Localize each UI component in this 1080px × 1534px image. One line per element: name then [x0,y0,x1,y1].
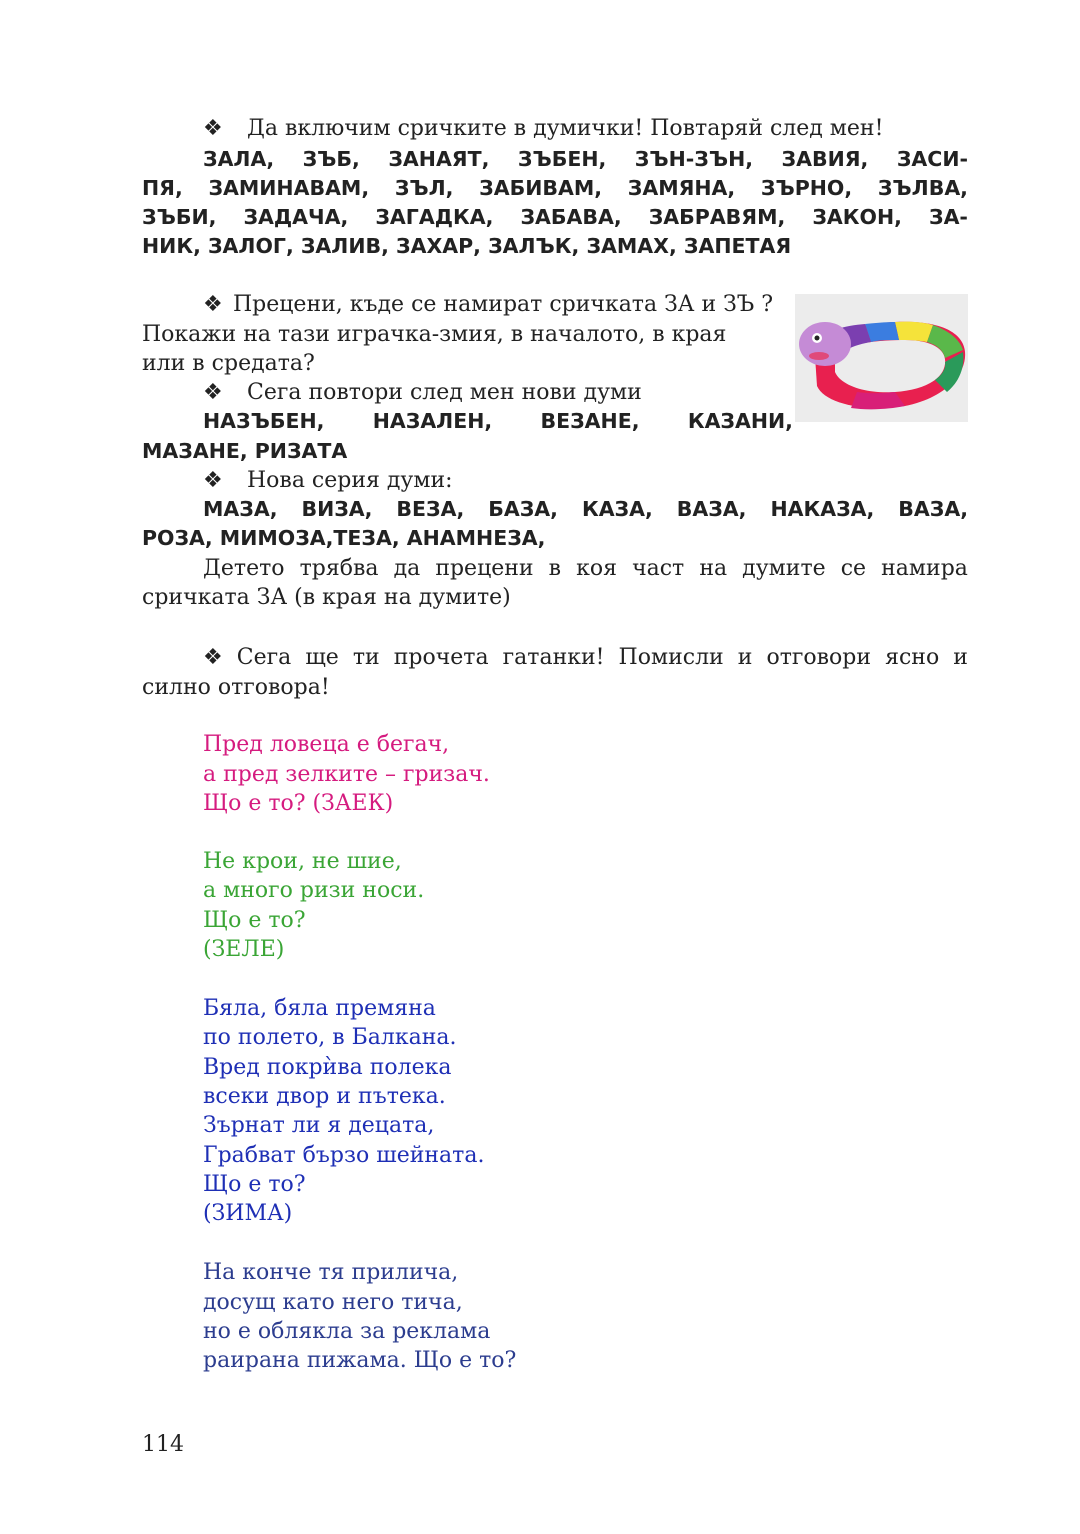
riddle2-line: Не крои, не шие, [203,849,402,874]
word: КАЗАНИ, [687,409,793,433]
snake-toy-icon [795,294,968,422]
note-word: в [548,556,562,581]
word: ВАЗА, [676,497,747,521]
word: НАЗЪБЕН, [203,409,325,433]
word: ЗЪБ, [302,147,360,171]
bullet-icon: ❖ [203,292,223,317]
section4-intro: силно отговора! [142,675,330,700]
intro-word: гатанки! [502,645,605,670]
word: ЗАКОН, [812,205,902,229]
word: ЗАГАДКА, [375,205,494,229]
bullet-icon: ❖ [203,468,223,493]
intro-word: ясно [885,645,940,670]
note-word: коя [576,556,617,581]
note-word: на [699,556,728,581]
section3-note [203,554,968,583]
note-word: трябва [299,556,379,581]
word: ЗЪН-ЗЪН, [634,147,754,171]
word: КАЗА, [581,497,653,521]
bullet-icon: ❖ [203,645,223,670]
word: ВЕЗА, [396,497,465,521]
word: ЗАЛА, [203,147,275,171]
word: ЗАБАВА, [520,205,622,229]
riddle1-line: а пред зелките – гризач. [203,762,490,787]
riddle1-line: Пред ловеца е бегач, [203,732,450,757]
word: ЗЪБЕН, [517,147,607,171]
riddle3-line: Бяла, бяла премяна [203,996,436,1021]
riddle4-line: но е облякла за реклама [203,1319,491,1344]
word-line: НИК, ЗАЛОГ, ЗАЛИВ, ЗАХАР, ЗАЛЪК, ЗАМАХ, ЗАПЕТАЯ [142,234,792,258]
section2-text: Покажи на тази играчка-змия, в началото, в края [142,322,727,347]
word-line: РОЗА, МИМОЗА,ТЕЗА, АНАМНЕЗА, [142,526,546,550]
note-word: намира [881,556,968,581]
word: ЗЪЛВА, [877,176,968,200]
word-line [142,174,968,203]
word: ВИЗА, [301,497,373,521]
note-word: да [393,556,421,581]
riddle4-line: досущ като него тича, [203,1290,463,1315]
section2-instruction: ❖ Сега повтори след мен нови думи [203,380,642,405]
intro-word: Сега [236,645,292,670]
intro-word: Помисли [618,645,724,670]
intro-word: ще [305,645,339,670]
word: ВАЗА, [898,497,968,521]
intro-word: отговори [766,645,872,670]
word: МАЗА, [203,497,278,521]
word: ЗАНАЯТ, [388,147,490,171]
word: НАКАЗА, [770,497,875,521]
riddle3-line: (ЗИМА) [203,1201,293,1226]
section3-note: сричката ЗА (в края на думите) [142,585,511,610]
riddle2-line: а много ризи носи. [203,878,425,903]
section2-text: или в средата? [142,351,315,376]
word: ВЕЗАНЕ, [540,409,640,433]
word: НАЗАЛЕН, [372,409,493,433]
section3-intro: ❖ Нова серия думи: [203,468,453,493]
intro-word: и [737,645,753,670]
note-word: думите [742,556,826,581]
section4-intro [203,643,968,672]
riddle3-line: Грабват бързо шейната. [203,1143,485,1168]
word-line [203,145,968,174]
word: ЗЪЛ, [394,176,454,200]
word-line: МАЗАНЕ, РИЗАТА [142,439,348,463]
word: ЗАМЯНА, [627,176,736,200]
riddle4-line: На конче тя прилича, [203,1260,459,1285]
word-line [142,203,968,232]
note-word: прецени [435,556,534,581]
riddle3-line: Що е то? [203,1172,306,1197]
word: ЗАБИВАМ, [479,176,603,200]
riddle3-line: Зърнат ли я децата, [203,1113,435,1138]
word-line [203,495,968,524]
word-line [203,407,793,436]
riddle3-line: по полето, в Балкана. [203,1025,457,1050]
riddle4-line: раирана пижама. Що е то? [203,1348,517,1373]
word: ПЯ, [142,176,183,200]
intro-word: ти [352,645,380,670]
riddle3-line: Вред покрѝва полека [203,1055,452,1080]
word: ЗАВИЯ, [781,147,869,171]
word: ЗАБРАВЯМ, [648,205,786,229]
word: БАЗА, [488,497,558,521]
intro-word: и [953,645,968,670]
section1-intro: ❖ Да включим сричките в думички! Повтаряй след мен! [203,116,884,141]
word: ЗЪБИ, [142,205,217,229]
note-word: Детето [203,556,285,581]
word: ЗАСИ- [896,147,968,171]
note-word: част [632,556,685,581]
section2-question: ❖ Прецени, къде се намират сричката ЗА и ЗЪ ? [203,292,774,317]
intro-word: прочета [393,645,489,670]
toy-snake-image [795,294,968,422]
bullet-icon: ❖ [203,380,223,405]
riddle2-line: (ЗЕЛЕ) [203,937,285,962]
riddle1-line: Що е то? (ЗАЕК) [203,791,394,816]
note-word: се [840,556,867,581]
page-number: 114 [142,1432,184,1457]
word: ЗЪРНО, [760,176,853,200]
word: ЗА- [929,205,968,229]
riddle3-line: всеки двор и пътека. [203,1084,446,1109]
word: ЗАМИНАВАМ, [208,176,370,200]
word: ЗАДАЧА, [243,205,349,229]
riddle2-line: Що е то? [203,908,306,933]
bullet-icon: ❖ [203,116,223,141]
